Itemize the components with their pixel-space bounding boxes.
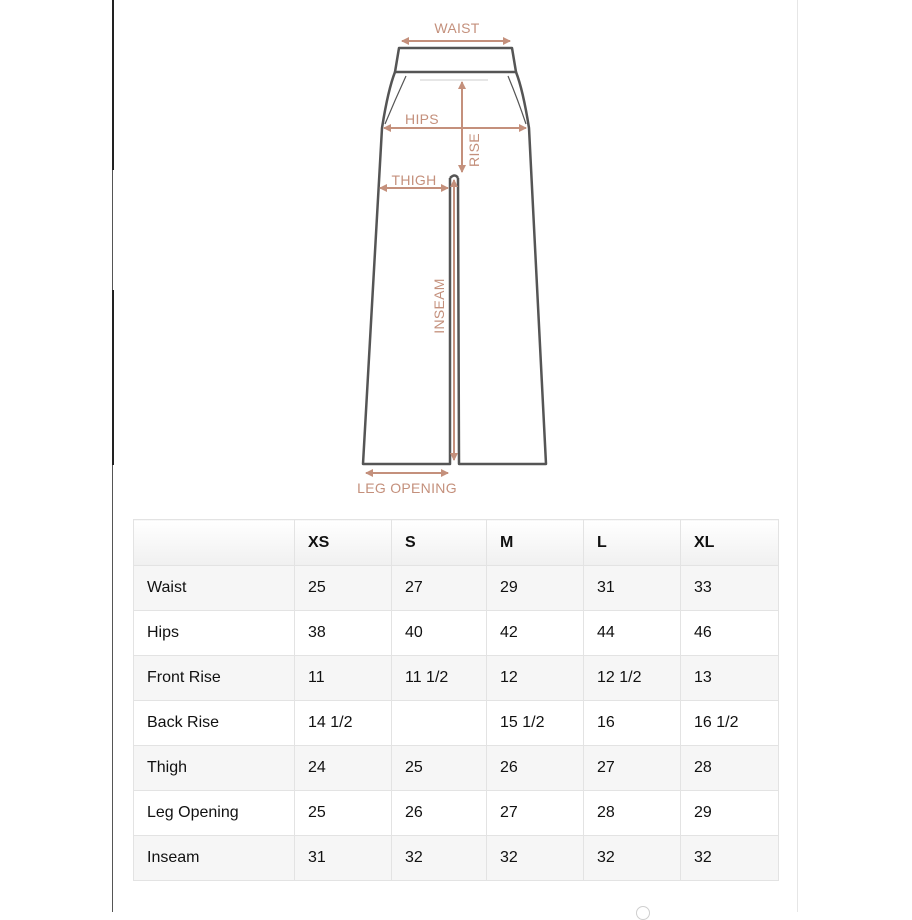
table-cell: 31 [584,566,681,611]
size-chart-table [133,519,779,881]
table-cell: 46 [681,611,779,656]
pants-measurement-diagram [340,10,580,505]
inseam-label: INSEAM [431,278,447,334]
table-cell: 32 [487,836,584,881]
right-leg [458,72,546,464]
hips-label: HIPS [405,111,439,127]
table-cell: 29 [681,791,779,836]
table-cell: 27 [487,791,584,836]
table-cell: 25 [295,566,392,611]
table-cell: 16 [584,701,681,746]
table-cell: 24 [295,746,392,791]
table-cell: 26 [392,791,487,836]
row-label: Back Rise [134,701,295,746]
size-header-xs: XS [295,520,392,566]
table-row [134,566,779,611]
table-cell: 32 [392,836,487,881]
table-row [134,791,779,836]
frame-edge-mark [112,290,114,465]
table-cell: 26 [487,746,584,791]
leg-opening-label: LEG OPENING [357,480,457,496]
waistband [395,48,516,72]
table-cell: 27 [392,566,487,611]
table-cell: 16 1/2 [681,701,779,746]
rise-label: RISE [466,133,482,167]
table-cell: 12 1/2 [584,656,681,701]
circle-icon [636,906,650,920]
table-cell: 12 [487,656,584,701]
table-cell: 14 1/2 [295,701,392,746]
table-cell [392,701,487,746]
table-row [134,746,779,791]
table-cell: 25 [392,746,487,791]
row-label: Waist [134,566,295,611]
size-header-l: L [584,520,681,566]
table-corner-cell [134,520,295,566]
left-leg [363,72,450,464]
measure-arrows [366,41,526,473]
table-cell: 11 [295,656,392,701]
row-label: Thigh [134,746,295,791]
table-cell: 25 [295,791,392,836]
table-cell: 44 [584,611,681,656]
size-header-m: M [487,520,584,566]
table-cell: 38 [295,611,392,656]
row-label: Leg Opening [134,791,295,836]
thigh-label: THIGH [391,172,437,188]
table-cell: 33 [681,566,779,611]
table-cell: 29 [487,566,584,611]
table-cell: 11 1/2 [392,656,487,701]
table-cell: 32 [681,836,779,881]
row-label: Front Rise [134,656,295,701]
table-cell: 32 [584,836,681,881]
waist-label: WAIST [434,20,480,36]
row-label: Inseam [134,836,295,881]
crotch [450,176,458,179]
table-row [134,611,779,656]
table-cell: 28 [681,746,779,791]
table-row [134,701,779,746]
table-row [134,836,779,881]
frame-edge-mark [112,0,114,170]
table-cell: 13 [681,656,779,701]
size-header-xl: XL [681,520,779,566]
table-row [134,656,779,701]
table-cell: 15 1/2 [487,701,584,746]
table-cell: 40 [392,611,487,656]
table-cell: 42 [487,611,584,656]
table-header-row [134,520,779,566]
row-label: Hips [134,611,295,656]
table-cell: 27 [584,746,681,791]
size-header-s: S [392,520,487,566]
table-cell: 31 [295,836,392,881]
table-cell: 28 [584,791,681,836]
